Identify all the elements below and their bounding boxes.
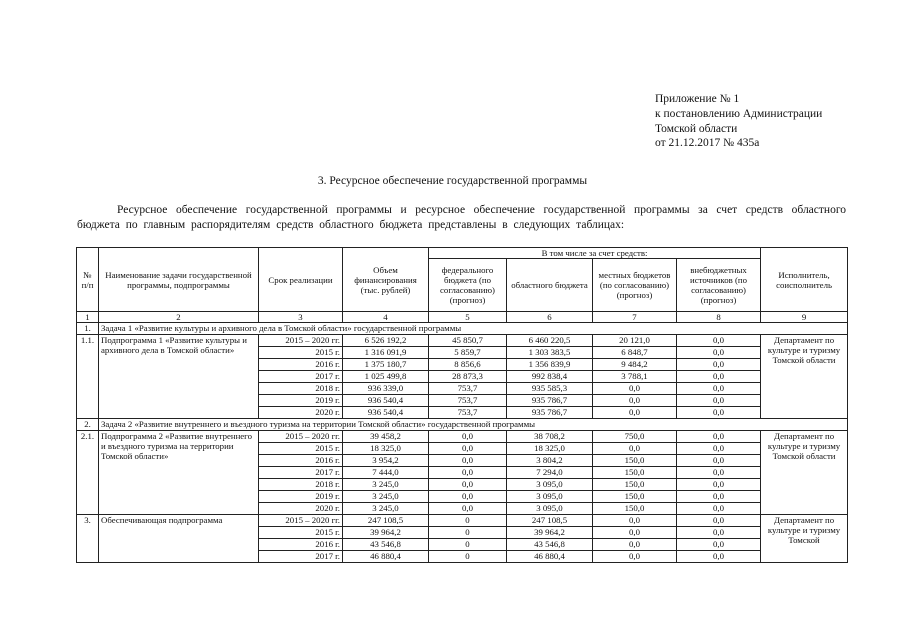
offbudget-cell: 0,0 — [677, 383, 761, 395]
regional-cell: 935 585,3 — [507, 383, 593, 395]
regional-cell: 3 095,0 — [507, 503, 593, 515]
offbudget-cell: 0,0 — [677, 539, 761, 551]
task-row — [77, 419, 848, 431]
appendix-line: к постановлению Администрации — [655, 107, 823, 120]
offbudget-cell: 0,0 — [677, 467, 761, 479]
federal-cell: 0 — [429, 515, 507, 527]
local-cell: 0,0 — [593, 395, 677, 407]
subprogram-name: Подпрограмма 2 «Развитие внутреннего и въездного туризма на территории Томской области» — [99, 431, 259, 515]
term-cell: 2015 г. — [259, 527, 343, 539]
appendix-line: Томской области — [655, 122, 738, 135]
offbudget-cell: 0,0 — [677, 335, 761, 347]
term-cell: 2017 г. — [259, 371, 343, 383]
volume-cell: 18 325,0 — [343, 443, 429, 455]
resources-table — [76, 247, 848, 563]
federal-cell: 0,0 — [429, 503, 507, 515]
offbudget-cell: 0,0 — [677, 455, 761, 467]
volume-cell: 43 546,8 — [343, 539, 429, 551]
term-cell: 2016 г. — [259, 359, 343, 371]
volume-cell: 936 540,4 — [343, 395, 429, 407]
task-title: Задача 1 «Развитие культуры и архивного дела в Томской области» государственной программы — [99, 323, 848, 335]
offbudget-cell: 0,0 — [677, 491, 761, 503]
volume-cell: 3 245,0 — [343, 503, 429, 515]
federal-cell: 0 — [429, 551, 507, 563]
volume-cell: 3 245,0 — [343, 491, 429, 503]
local-cell: 0,0 — [593, 527, 677, 539]
regional-cell: 18 325,0 — [507, 443, 593, 455]
executor-cell: Департамент по культуре и туризму Томской — [761, 515, 848, 563]
volume-cell: 39 458,2 — [343, 431, 429, 443]
term-cell: 2018 г. — [259, 479, 343, 491]
term-cell: 2015 – 2020 гг. — [259, 515, 343, 527]
local-cell: 0,0 — [593, 383, 677, 395]
local-cell: 150,0 — [593, 455, 677, 467]
task-number: 2. — [77, 419, 99, 431]
header-name: Наименование задачи государственной программы, подпрограммы — [99, 248, 259, 312]
header-executor: Исполнитель, соисполнитель — [761, 248, 848, 312]
appendix-line: от 21.12.2017 № 435а — [655, 137, 760, 150]
regional-cell: 3 095,0 — [507, 491, 593, 503]
task-title: Задача 2 «Развитие внутреннего и въездного туризма на территории Томской области» государственной программы — [99, 419, 848, 431]
header-offbudget: внебюджетных источников (по согласованию) (прогноз) — [677, 259, 761, 312]
column-number: 6 — [507, 312, 593, 323]
federal-cell: 753,7 — [429, 383, 507, 395]
regional-cell: 39 964,2 — [507, 527, 593, 539]
subprogram-number: 1.1. — [77, 335, 99, 419]
executor-cell: Департамент по культуре и туризму Томской области — [761, 431, 848, 515]
local-cell: 6 848,7 — [593, 347, 677, 359]
term-cell: 2019 г. — [259, 491, 343, 503]
offbudget-cell: 0,0 — [677, 503, 761, 515]
intro-paragraph: Ресурсное обеспечение государственной программы и ресурсное обеспечение государственной программы за счет средств областного бюджета по главным распорядителям средств областного бюджета представлены в следующих таблицах: — [77, 204, 846, 231]
federal-cell: 0,0 — [429, 455, 507, 467]
header-regional: областного бюджета — [507, 259, 593, 312]
federal-cell: 0,0 — [429, 443, 507, 455]
local-cell: 750,0 — [593, 431, 677, 443]
header-federal: федерального бюджета (по согласованию) (прогноз) — [429, 259, 507, 312]
column-number: 9 — [761, 312, 848, 323]
federal-cell: 753,7 — [429, 407, 507, 419]
local-cell: 20 121,0 — [593, 335, 677, 347]
header-term: Срок реализации — [259, 248, 343, 312]
volume-cell: 936 540,4 — [343, 407, 429, 419]
header-num: № п/п — [77, 248, 99, 312]
local-cell: 150,0 — [593, 491, 677, 503]
table-row — [77, 515, 848, 527]
volume-cell: 1 375 180,7 — [343, 359, 429, 371]
subprogram-name: Обеспечивающая подпрограмма — [99, 515, 259, 563]
volume-cell: 1 025 499,8 — [343, 371, 429, 383]
regional-cell: 38 708,2 — [507, 431, 593, 443]
regional-cell: 3 804,2 — [507, 455, 593, 467]
appendix-line: Приложение № 1 — [655, 93, 740, 105]
volume-cell: 39 964,2 — [343, 527, 429, 539]
federal-cell: 753,7 — [429, 395, 507, 407]
regional-cell: 3 095,0 — [507, 479, 593, 491]
subprogram-number: 2.1. — [77, 431, 99, 515]
header-including: В том числе за счет средств: — [429, 248, 761, 259]
local-cell: 3 788,1 — [593, 371, 677, 383]
federal-cell: 8 856,6 — [429, 359, 507, 371]
federal-cell: 0,0 — [429, 467, 507, 479]
regional-cell: 992 838,4 — [507, 371, 593, 383]
task-row — [77, 323, 848, 335]
executor-cell: Департамент по культуре и туризму Томской области — [761, 335, 848, 419]
offbudget-cell: 0,0 — [677, 551, 761, 563]
local-cell: 150,0 — [593, 479, 677, 491]
offbudget-cell: 0,0 — [677, 431, 761, 443]
offbudget-cell: 0,0 — [677, 407, 761, 419]
federal-cell: 0,0 — [429, 479, 507, 491]
column-number: 1 — [77, 312, 99, 323]
volume-cell: 6 526 192,2 — [343, 335, 429, 347]
column-number: 2 — [99, 312, 259, 323]
column-number: 3 — [259, 312, 343, 323]
regional-cell: 935 786,7 — [507, 407, 593, 419]
volume-cell: 7 444,0 — [343, 467, 429, 479]
term-cell: 2015 – 2020 гг. — [259, 431, 343, 443]
column-number: 8 — [677, 312, 761, 323]
offbudget-cell: 0,0 — [677, 359, 761, 371]
volume-cell: 3 954,2 — [343, 455, 429, 467]
offbudget-cell: 0,0 — [677, 395, 761, 407]
offbudget-cell: 0,0 — [677, 479, 761, 491]
column-number: 7 — [593, 312, 677, 323]
term-cell: 2016 г. — [259, 539, 343, 551]
term-cell: 2020 г. — [259, 503, 343, 515]
term-cell: 2015 г. — [259, 443, 343, 455]
appendix-block — [655, 92, 895, 151]
volume-cell: 936 339,0 — [343, 383, 429, 395]
offbudget-cell: 0,0 — [677, 443, 761, 455]
regional-cell: 247 108,5 — [507, 515, 593, 527]
term-cell: 2018 г. — [259, 383, 343, 395]
regional-cell: 6 460 220,5 — [507, 335, 593, 347]
regional-cell: 43 546,8 — [507, 539, 593, 551]
section-title: 3. Ресурсное обеспечение государственной программы — [317, 175, 588, 187]
local-cell: 150,0 — [593, 467, 677, 479]
federal-cell: 0 — [429, 539, 507, 551]
term-cell: 2017 г. — [259, 467, 343, 479]
subprogram-name: Подпрограмма 1 «Развитие культуры и архивного дела в Томской области» — [99, 335, 259, 419]
local-cell: 0,0 — [593, 407, 677, 419]
local-cell: 0,0 — [593, 515, 677, 527]
header-volume: Объем финансирования (тыс. рублей) — [343, 248, 429, 312]
federal-cell: 45 850,7 — [429, 335, 507, 347]
column-number: 5 — [429, 312, 507, 323]
offbudget-cell: 0,0 — [677, 515, 761, 527]
header-local: местных бюджетов (по согласованию) (прогноз) — [593, 259, 677, 312]
term-cell: 2015 г. — [259, 347, 343, 359]
term-cell: 2019 г. — [259, 395, 343, 407]
local-cell: 0,0 — [593, 539, 677, 551]
regional-cell: 935 786,7 — [507, 395, 593, 407]
regional-cell: 1 356 839,9 — [507, 359, 593, 371]
volume-cell: 1 316 091,9 — [343, 347, 429, 359]
table-row — [77, 431, 848, 443]
federal-cell: 5 859,7 — [429, 347, 507, 359]
term-cell: 2017 г. — [259, 551, 343, 563]
local-cell: 0,0 — [593, 443, 677, 455]
table-row — [77, 335, 848, 347]
offbudget-cell: 0,0 — [677, 347, 761, 359]
local-cell: 150,0 — [593, 503, 677, 515]
term-cell: 2015 – 2020 гг. — [259, 335, 343, 347]
term-cell: 2016 г. — [259, 455, 343, 467]
volume-cell: 3 245,0 — [343, 479, 429, 491]
federal-cell: 0,0 — [429, 431, 507, 443]
regional-cell: 46 880,4 — [507, 551, 593, 563]
column-numbers-row — [77, 312, 848, 323]
volume-cell: 46 880,4 — [343, 551, 429, 563]
local-cell: 9 484,2 — [593, 359, 677, 371]
local-cell: 0,0 — [593, 551, 677, 563]
subprogram-number: 3. — [77, 515, 99, 563]
federal-cell: 0 — [429, 527, 507, 539]
offbudget-cell: 0,0 — [677, 527, 761, 539]
term-cell: 2020 г. — [259, 407, 343, 419]
offbudget-cell: 0,0 — [677, 371, 761, 383]
column-number: 4 — [343, 312, 429, 323]
regional-cell: 7 294,0 — [507, 467, 593, 479]
volume-cell: 247 108,5 — [343, 515, 429, 527]
task-number: 1. — [77, 323, 99, 335]
federal-cell: 0,0 — [429, 491, 507, 503]
regional-cell: 1 303 383,5 — [507, 347, 593, 359]
federal-cell: 28 873,3 — [429, 371, 507, 383]
